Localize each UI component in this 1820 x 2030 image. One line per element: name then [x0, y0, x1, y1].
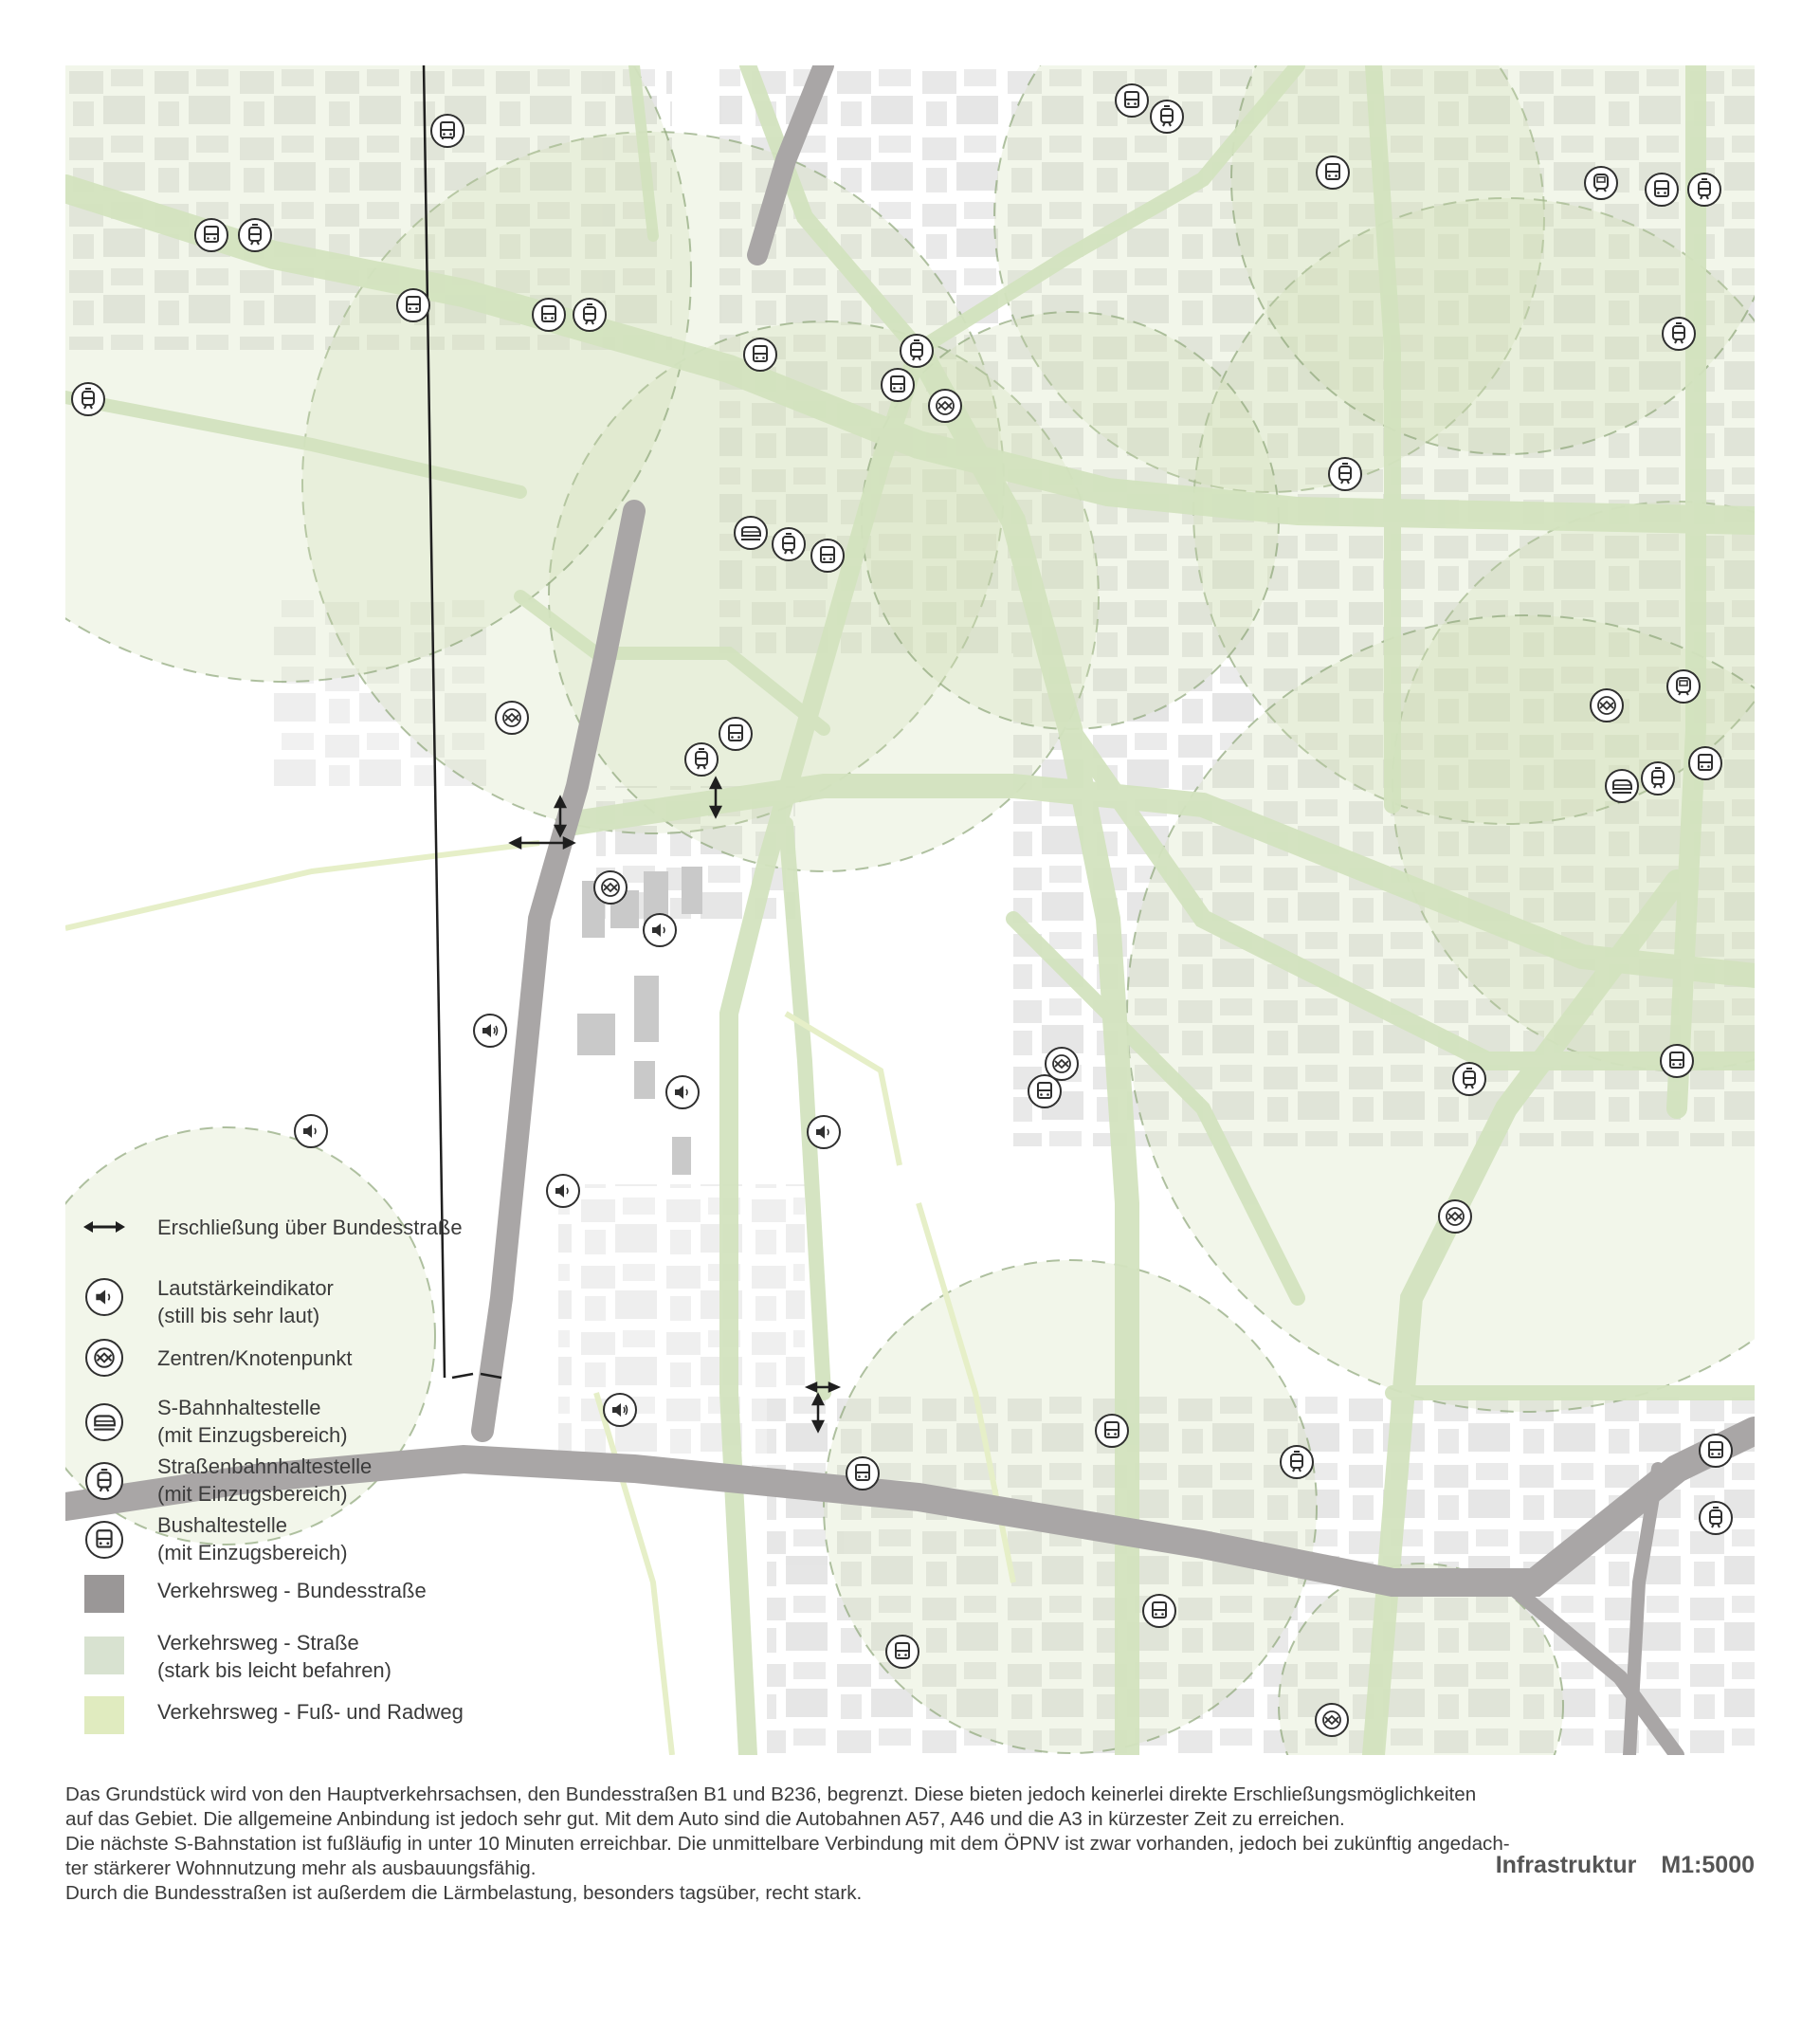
node-icon[interactable]: [928, 389, 962, 423]
tram-stop-icon[interactable]: [238, 218, 272, 252]
description-line: Die nächste S-Bahnstation ist fußläufig in unter 10 Minuten erreichbar. Die unmittelbare Verbindung mit dem ÖPNV ist zwar vorhanden, jedoch bei zukünftig angedach-: [65, 1833, 1510, 1855]
speaker-icon[interactable]: [546, 1174, 580, 1208]
bus-stop-icon[interactable]: [743, 338, 777, 372]
legend-label: Verkehrsweg - Bundesstraße: [157, 1579, 427, 1602]
train-station-icon[interactable]: [1666, 669, 1701, 704]
bundesstrasse-swatch: [84, 1575, 124, 1613]
s-bahn-stop-icon[interactable]: [1605, 769, 1639, 803]
speaker-icon[interactable]: [807, 1115, 841, 1149]
legend-label: Straßenbahnhaltestelle (mit Einzugsbereich): [157, 1454, 373, 1506]
legend-label: Zentren/Knotenpunkt: [157, 1346, 353, 1370]
tram-stop-icon[interactable]: [1452, 1062, 1486, 1096]
tram-stop-icon[interactable]: [1641, 761, 1675, 796]
tram-stop-icon[interactable]: [772, 527, 806, 561]
plan-title: [1496, 1852, 1755, 1879]
legend-label: S-Bahnhaltestelle (mit Einzugsbereich): [157, 1396, 348, 1447]
double-arrow-icon: [78, 1217, 131, 1236]
s-bahn-stop-icon[interactable]: [734, 516, 768, 550]
bus-stop-icon[interactable]: [719, 717, 753, 751]
s-bahn-icon: [85, 1403, 123, 1441]
tram-stop-icon[interactable]: [1699, 1501, 1733, 1535]
description-line: Durch die Bundesstraßen ist außerdem die Lärmbelastung, besonders tagsüber, recht stark.: [65, 1882, 863, 1904]
bus-stop-icon[interactable]: [885, 1635, 919, 1669]
tram-icon: [85, 1462, 123, 1500]
scale-label: M1:5000: [1661, 1852, 1755, 1878]
bus-icon: [85, 1521, 123, 1559]
strasse-swatch: [84, 1637, 124, 1674]
plan-title-label: Infrastruktur: [1495, 1852, 1637, 1878]
tram-stop-icon[interactable]: [1662, 317, 1696, 351]
speaker-icon[interactable]: [643, 913, 677, 947]
tram-stop-icon[interactable]: [71, 382, 105, 416]
train-station-icon[interactable]: [1584, 166, 1618, 200]
bus-stop-icon[interactable]: [1645, 173, 1679, 207]
legend-label: Lautstärkeindikator (still bis sehr laut): [157, 1276, 334, 1327]
node-icon[interactable]: [1045, 1047, 1079, 1081]
bus-stop-icon[interactable]: [396, 288, 430, 322]
bus-stop-icon[interactable]: [1095, 1414, 1129, 1448]
bus-stop-icon[interactable]: [1316, 155, 1350, 190]
tram-stop-icon[interactable]: [684, 742, 719, 777]
node-icon: [85, 1339, 123, 1377]
tram-stop-icon[interactable]: [573, 298, 607, 332]
legend-label: Bushaltestelle (mit Einzugsbereich): [157, 1513, 348, 1564]
description-text: [65, 1783, 1762, 1906]
speaker-icon[interactable]: [473, 1014, 507, 1048]
speaker-icon: [85, 1278, 123, 1316]
tram-stop-icon[interactable]: [1150, 100, 1184, 134]
bus-stop-icon[interactable]: [1699, 1434, 1733, 1468]
description-line: ter stärkerer Wohnnutzung mehr als ausbauungsfähig.: [65, 1857, 537, 1879]
bus-stop-icon[interactable]: [1660, 1044, 1694, 1078]
speaker-icon[interactable]: [665, 1075, 700, 1109]
fuss-radweg-swatch: [84, 1696, 124, 1734]
description-line: Das Grundstück wird von den Hauptverkehrsachsen, den Bundesstraßen B1 und B236, begrenzt. Diese bieten jedoch keinerlei direkte Erschließungsmöglichkeiten: [65, 1783, 1477, 1805]
speaker-icon[interactable]: [294, 1114, 328, 1148]
tram-stop-icon[interactable]: [1687, 173, 1721, 207]
bus-stop-icon[interactable]: [532, 298, 566, 332]
node-icon[interactable]: [1590, 688, 1624, 722]
node-icon[interactable]: [1438, 1199, 1472, 1234]
bus-stop-icon[interactable]: [194, 218, 228, 252]
tram-stop-icon[interactable]: [900, 334, 934, 368]
legend-label: Verkehrsweg - Fuß- und Radweg: [157, 1700, 464, 1724]
node-icon[interactable]: [1315, 1703, 1349, 1737]
description-line: auf das Gebiet. Die allgemeine Anbindung ist jedoch sehr gut. Mit dem Auto sind die Autobahnen A57, A46 und die A3 in kürzester Zeit zu erreichen.: [65, 1808, 1345, 1830]
tram-stop-icon[interactable]: [1280, 1445, 1314, 1479]
bus-stop-icon[interactable]: [1142, 1594, 1176, 1628]
tram-stop-icon[interactable]: [1328, 457, 1362, 491]
bus-stop-icon[interactable]: [1688, 746, 1722, 780]
bus-stop-icon[interactable]: [430, 114, 464, 148]
node-icon[interactable]: [495, 701, 529, 735]
bus-stop-icon[interactable]: [881, 368, 915, 402]
bus-stop-icon[interactable]: [846, 1456, 880, 1490]
speaker-icon[interactable]: [603, 1393, 637, 1427]
node-icon[interactable]: [593, 870, 628, 905]
bus-stop-icon[interactable]: [810, 539, 845, 573]
bus-stop-icon[interactable]: [1115, 83, 1149, 118]
legend-label: Verkehrsweg - Straße (stark bis leicht befahren): [157, 1631, 391, 1682]
legend-label: Erschließung über Bundesstraße: [157, 1216, 463, 1239]
